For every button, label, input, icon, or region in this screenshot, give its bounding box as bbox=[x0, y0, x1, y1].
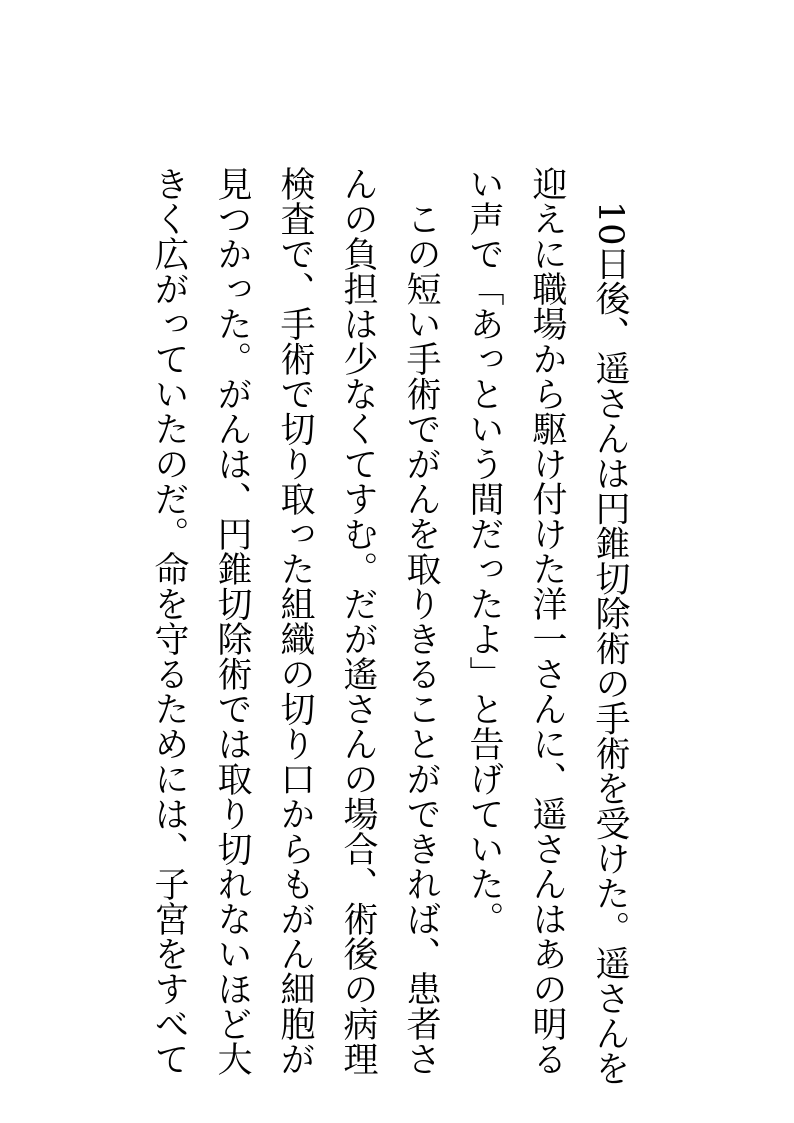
text-line-2: 迎えに職場から駆け付けた洋一さんに、遥さんはあの明る bbox=[527, 166, 567, 1076]
text-line-8: きく広がっていたのだ。命を守るためには、子宮をすべて bbox=[149, 166, 189, 1076]
text-line-3: い声で「あっという間だったよ」と告げていた。 bbox=[464, 166, 504, 936]
text-line-1: 10日後、遥さんは円錐切除術の手術を受けた。遥さんを bbox=[590, 166, 630, 1086]
text-line-5: んの負担は少なくてすむ。だが遙さんの場合、術後の病理 bbox=[338, 166, 378, 1076]
text-line-7: 見つかった。がんは、円錐切除術では取り切れないほど大 bbox=[212, 166, 252, 1076]
text-line-4: この短い手術でがんを取りきることができれば、患者さ bbox=[401, 166, 441, 1076]
text-line-6: 検査で、手術で切り取った組織の切り口からもがん細胞が bbox=[275, 166, 315, 1076]
vertical-text-body bbox=[137, 166, 641, 1086]
